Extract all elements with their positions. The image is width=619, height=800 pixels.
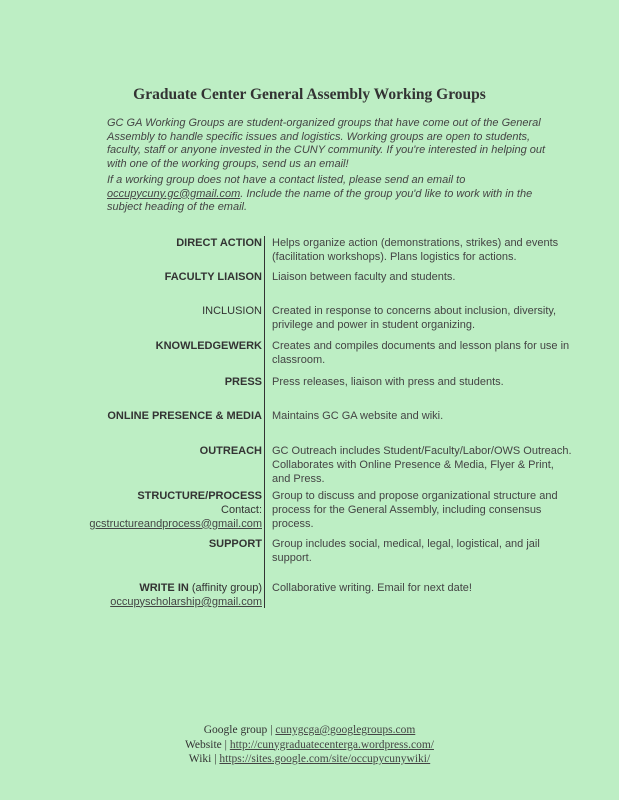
group-description: Collaborative writing. Email for next date! [272, 582, 472, 594]
general-email-link[interactable]: occupycuny.gc@gmail.com [107, 187, 241, 200]
group-description: Creates and compiles documents and lesson plans for use in classroom. [272, 340, 570, 366]
group-name: FACULTY LIAISON [164, 271, 262, 283]
group-description: Maintains GC GA website and wiki. [272, 410, 444, 422]
website-link[interactable]: http://cunygraduatecenterga.wordpress.com/ [229, 738, 434, 751]
intro-paragraph: GC GA Working Groups are student-organized groups that have come out of the General Assembly to handle specific issues and logistics. Working groups are open to students, faculty, staff or anyone invested in the CUNY community. If you're interested in helping out with one of the working groups, send us an email! [107, 117, 546, 170]
contact-paragraph: If a working group does not have a contact listed, please send an email to occupycuny.gc@gmail.com. Include the name of the group you'd like to work with in the subject heading of the email. [107, 174, 533, 214]
group-description: Liaison between faculty and students. [272, 271, 456, 283]
group-name: STRUCTURE/PROCESS [137, 490, 262, 502]
column-divider [264, 236, 265, 608]
group-name: OUTREACH [199, 445, 262, 457]
page-title: Graduate Center General Assembly Working Groups [133, 86, 486, 103]
group-name: DIRECT ACTION [176, 237, 262, 249]
group-description: Group includes social, medical, legal, logistical, and jail support. [272, 538, 540, 564]
group-email-link[interactable]: gcstructureandprocess@gmail.com [89, 517, 262, 530]
group-name: WRITE IN [139, 582, 189, 594]
group-description: Helps organize action (demonstrations, strikes) and events (facilitation workshops). Plans logistics for actions. [272, 237, 559, 263]
contact-label: Contact: [221, 503, 262, 516]
group-name: SUPPORT [208, 538, 262, 550]
wiki-link[interactable]: https://sites.google.com/site/occupycunywiki/ [219, 753, 431, 765]
group-name: KNOWLEDGEWERK [155, 340, 262, 352]
google-group-link[interactable]: cunygcga@googlegroups.com [275, 724, 416, 736]
group-description: Group to discuss and propose organizational structure and process for the General Assembly, including consensus process. [272, 490, 558, 530]
group-email-link[interactable]: occupyscholarship@gmail.com [110, 595, 262, 608]
group-name: INCLUSION [202, 305, 262, 317]
group-name: PRESS [224, 376, 262, 388]
group-name-suffix: (affinity group) [191, 582, 262, 594]
group-description: Created in response to concerns about inclusion, diversity, privilege and power in student organizing. [272, 305, 557, 331]
footer-links: Google group | cunygcga@googlegroups.com Website | http://cunygraduatecenterga.wordpress.com/ Wiki | https://sites.google.com/site/occupycunywiki/ [185, 724, 434, 765]
group-description: GC Outreach includes Student/Faculty/Labor/OWS Outreach. Collaborates with Online Presence & Media, Flyer & Print, and Press. [272, 445, 572, 485]
group-name: ONLINE PRESENCE & MEDIA [107, 410, 262, 422]
group-description: Press releases, liaison with press and students. [272, 376, 504, 388]
